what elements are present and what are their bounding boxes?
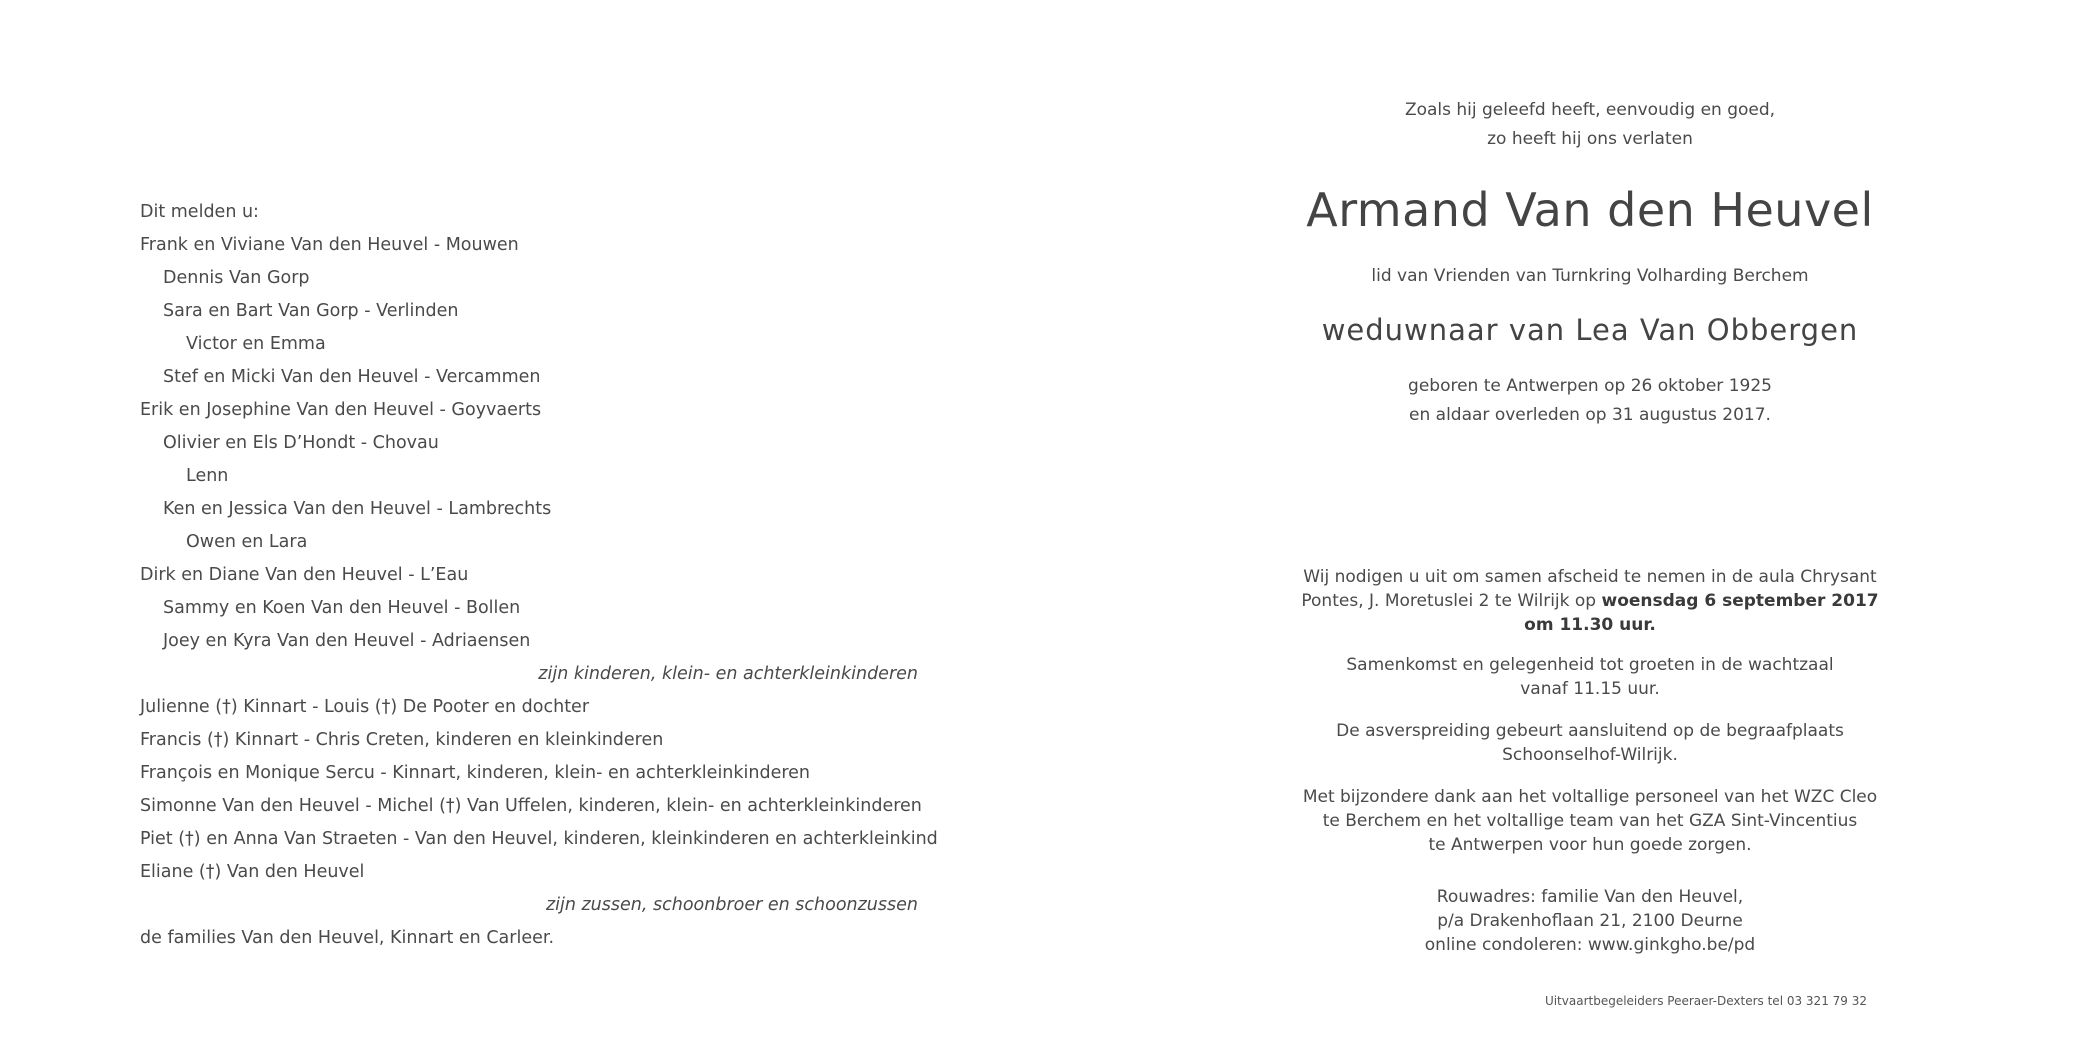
family-line: Owen en Lara [186, 532, 308, 552]
ashes-info [1290, 719, 1890, 767]
thanks-note [1290, 785, 1890, 857]
family-line: Francis (†) Kinnart - Chris Creten, kinderen en kleinkinderen [140, 730, 664, 750]
family-line: Eliane (†) Van den Heuvel [140, 862, 365, 882]
verse [1290, 96, 1890, 154]
mourning-address [1290, 885, 1890, 957]
family-line: Dennis Van Gorp [163, 268, 310, 288]
thanks-line: te Antwerpen voor hun goede zorgen. [1428, 835, 1752, 855]
funeral-director: Uitvaartbegeleiders Peeraer-Dexters tel 03 321 79 32 [1544, 994, 1867, 1008]
address-line: p/a Drakenhoflaan 21, 2100 Deurne [1437, 911, 1743, 931]
gathering-info [1290, 653, 1890, 701]
invitation-text: Pontes, J. Moretuslei 2 te Wilrijk op [1301, 591, 1602, 611]
family-line: Dirk en Diane Van den Heuvel - L’Eau [140, 565, 469, 585]
birth-line: geboren te Antwerpen op 26 oktober 1925 [1408, 376, 1772, 396]
group-caption: zijn kinderen, klein- en achterkleinkinderen [538, 664, 918, 684]
family-line: Victor en Emma [186, 334, 326, 354]
ashes-line: De asverspreiding gebeurt aansluitend op de begraafplaats [1336, 721, 1844, 741]
intro-line: Dit melden u: [140, 202, 259, 222]
invitation-line: Wij nodigen u uit om samen afscheid te nemen in de aula Chrysant [1303, 567, 1877, 587]
family-line: François en Monique Sercu - Kinnart, kinderen, klein- en achterkleinkinderen [140, 763, 811, 783]
family-line: Simonne Van den Heuvel - Michel (†) Van Uffelen, kinderen, klein- en achterkleinkinderen [140, 796, 922, 816]
thanks-line: te Berchem en het voltallige team van het GZA Sint-Vincentius [1322, 811, 1858, 831]
ceremony-time: om 11.30 uur. [1524, 615, 1656, 635]
death-line: en aldaar overleden op 31 augustus 2017. [1409, 405, 1771, 425]
family-line: Julienne (†) Kinnart - Louis (†) De Pooter en dochter [140, 697, 590, 717]
family-line: Stef en Micki Van den Heuvel - Vercammen [163, 367, 541, 387]
group-caption: zijn zussen, schoonbroer en schoonzussen [545, 895, 918, 915]
widower-of: weduwnaar van Lea Van Obbergen [1321, 313, 1859, 347]
invitation [1290, 565, 1890, 637]
family-line: Piet (†) en Anna Van Straeten - Van den Heuvel, kinderen, kleinkinderen en achterkleinkind [140, 829, 938, 849]
deceased-name: Armand Van den Heuvel [1306, 183, 1874, 237]
family-line: Lenn [186, 466, 229, 486]
family-line: Frank en Viviane Van den Heuvel - Mouwen [140, 235, 519, 255]
membership: lid van Vrienden van Turnkring Volharding Berchem [1371, 266, 1809, 286]
verse-line: zo heeft hij ons verlaten [1487, 129, 1693, 149]
family-line: Ken en Jessica Van den Heuvel - Lambrechts [163, 499, 552, 519]
family-line: Sara en Bart Van Gorp - Verlinden [163, 301, 459, 321]
family-line: Sammy en Koen Van den Heuvel - Bollen [163, 598, 521, 618]
thanks-line: Met bijzondere dank aan het voltallige personeel van het WZC Cleo [1302, 787, 1878, 807]
family-line: Erik en Josephine Van den Heuvel - Goyvaerts [140, 400, 542, 420]
condolence-link: online condoleren: www.ginkgho.be/pd [1424, 935, 1756, 955]
ceremony-date: woensdag 6 september 2017 [1601, 591, 1879, 611]
invitation-line [1290, 589, 1890, 613]
gathering-line: Samenkomst en gelegenheid tot groeten in de wachtzaal [1346, 655, 1834, 675]
ashes-line: Schoonselhof-Wilrijk. [1502, 745, 1678, 765]
family-line: Joey en Kyra Van den Heuvel - Adriaensen [163, 631, 531, 651]
family-line: Olivier en Els D’Hondt - Chovau [163, 433, 439, 453]
family-list [140, 196, 938, 955]
gathering-line: vanaf 11.15 uur. [1520, 679, 1660, 699]
life-dates [1290, 372, 1890, 430]
address-line: Rouwadres: familie Van den Heuvel, [1436, 887, 1744, 907]
family-line: de families Van den Heuvel, Kinnart en Carleer. [140, 928, 555, 948]
verse-line: Zoals hij geleefd heeft, eenvoudig en goed, [1404, 100, 1776, 120]
